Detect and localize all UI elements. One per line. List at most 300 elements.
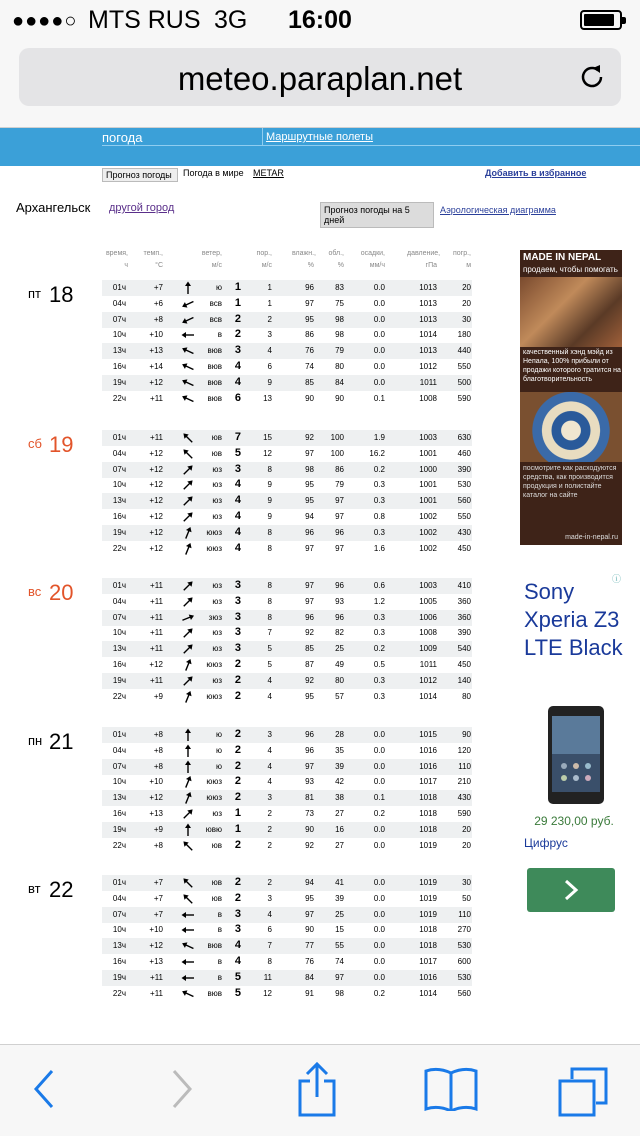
cell-gust: 3	[267, 330, 272, 340]
wind-arrow-icon	[180, 907, 196, 923]
cell-gust: 8	[267, 543, 272, 553]
column-header-unit: м	[466, 262, 471, 269]
cell-precip: 1.2	[373, 596, 385, 606]
cell-cloud: 84	[335, 377, 344, 387]
cell-gusts2: 270	[457, 925, 471, 935]
cell-humidity: 94	[305, 512, 314, 521]
cell-cloud: 93	[335, 596, 344, 606]
cell-direction: в	[217, 330, 222, 340]
cell-cloud: 38	[335, 793, 344, 803]
cell-time: 19ч	[112, 527, 126, 537]
signal-strength: ●●●●○	[12, 10, 78, 32]
cell-speed: 4	[234, 541, 241, 554]
table-row	[102, 743, 472, 759]
cell-gust: 7	[267, 628, 272, 638]
cell-speed: 2	[234, 728, 241, 740]
cell-time: 16ч	[112, 512, 126, 521]
cell-pressure: 1008	[419, 393, 437, 403]
cell-pressure: 1003	[419, 433, 437, 442]
cell-direction: юз	[212, 496, 222, 506]
cell-humidity: 76	[305, 346, 314, 356]
cell-time: 04ч	[112, 298, 126, 308]
cell-humidity: 92	[305, 675, 314, 685]
cell-time: 19ч	[112, 377, 126, 387]
cell-gust: 4	[267, 909, 272, 919]
table-row	[102, 541, 472, 557]
table-row	[102, 446, 472, 462]
cell-cloud: 79	[335, 346, 344, 356]
cell-time: 13ч	[112, 941, 126, 951]
nepal-ad-photo-workers	[520, 277, 622, 347]
table-row	[102, 359, 472, 375]
cell-cloud: 98	[335, 314, 344, 324]
cell-direction: юз	[212, 809, 222, 818]
wind-arrow-icon	[180, 673, 196, 689]
cell-gust: 4	[267, 675, 272, 685]
cell-gusts2: 140	[457, 675, 471, 685]
wind-arrow-icon	[180, 970, 196, 986]
cell-temp: +8	[153, 840, 163, 850]
cell-pressure: 1012	[419, 675, 437, 685]
wind-arrow-icon	[180, 296, 196, 312]
cell-temp: +10	[149, 330, 163, 340]
cell-precip: 0.0	[373, 893, 385, 903]
cell-gusts2: 360	[457, 596, 471, 606]
status-bar	[0, 0, 640, 40]
cell-temp: +12	[149, 793, 163, 803]
cell-gusts2: 80	[462, 691, 471, 701]
cell-gust: 1	[267, 283, 272, 292]
cell-temp: +11	[150, 675, 163, 685]
cell-gust: 2	[267, 314, 272, 324]
cell-direction: в	[217, 909, 222, 919]
cell-precip: 0.0	[373, 362, 385, 371]
cell-humidity: 84	[305, 972, 314, 982]
cell-direction: юв	[211, 840, 222, 850]
cell-gusts2: 390	[457, 628, 471, 638]
wind-arrow-icon	[180, 954, 196, 970]
cell-precip: 0.0	[373, 941, 385, 951]
table-row	[102, 970, 472, 986]
cell-gust: 5	[267, 644, 272, 654]
nav-weather[interactable]: погода	[102, 130, 143, 145]
cell-gusts2: 600	[457, 957, 471, 966]
cell-gust: 8	[267, 612, 272, 622]
cell-gust: 2	[267, 809, 272, 818]
cell-cloud: 86	[335, 464, 344, 474]
cell-gusts2: 540	[457, 644, 471, 654]
cell-speed: 2	[234, 775, 241, 788]
cell-humidity: 73	[305, 809, 314, 818]
nepal-ad-banner[interactable]	[520, 250, 622, 545]
five-day-forecast-button[interactable]: Прогноз погоды на 5 дней	[320, 202, 434, 228]
cell-cloud: 97	[335, 972, 344, 982]
cell-humidity: 92	[305, 628, 314, 638]
cell-precip: 0.3	[373, 480, 385, 490]
reload-icon[interactable]	[577, 62, 607, 92]
cell-gusts2: 560	[457, 496, 471, 506]
cell-temp: +10	[149, 925, 163, 935]
cell-gust: 4	[267, 761, 272, 771]
cell-speed: 2	[234, 759, 241, 772]
cell-temp: +12	[149, 496, 163, 506]
tabs-icon[interactable]	[558, 1067, 608, 1117]
cell-direction: вюв	[207, 346, 222, 356]
cell-gust: 2	[267, 878, 272, 887]
cell-time: 13ч	[112, 346, 126, 356]
wind-arrow-icon	[180, 743, 196, 759]
cell-gusts2: 530	[457, 941, 471, 951]
table-row	[102, 625, 472, 641]
wind-arrow-icon	[180, 727, 196, 743]
cell-gusts2: 530	[457, 480, 471, 490]
cell-direction: в	[217, 972, 222, 982]
cell-time: 10ч	[112, 925, 126, 935]
cell-direction: ююз	[206, 777, 222, 787]
nav-divider-line	[102, 145, 640, 146]
weekday-label: вт	[28, 881, 41, 896]
cell-gusts2: 450	[457, 543, 471, 553]
cell-gusts2: 430	[457, 793, 471, 803]
cell-time: 01ч	[112, 581, 126, 590]
cell-pressure: 1018	[419, 809, 437, 818]
cell-direction: юз	[212, 480, 222, 490]
cell-precip: 0.0	[373, 730, 385, 739]
cell-pressure: 1019	[419, 840, 437, 850]
table-row	[102, 578, 472, 594]
cell-gusts2: 630	[457, 433, 471, 442]
wind-arrow-icon	[180, 343, 196, 359]
cell-humidity: 97	[305, 596, 314, 606]
cell-temp: +8	[153, 730, 163, 739]
table-row	[102, 774, 472, 790]
cell-humidity: 97	[305, 448, 314, 458]
sony-ad-shop[interactable]: Цифрус	[524, 836, 568, 850]
wind-arrow-icon	[180, 838, 196, 854]
network-type: 3G	[214, 6, 248, 34]
cell-gusts2: 430	[457, 527, 471, 537]
table-row	[102, 891, 472, 907]
cell-cloud: 98	[335, 330, 344, 340]
cell-direction: в	[217, 957, 222, 966]
wind-arrow-icon	[180, 375, 196, 391]
cell-direction: ю	[216, 283, 222, 292]
cell-pressure: 1016	[419, 972, 437, 982]
table-row	[102, 727, 472, 743]
cell-speed: 5	[234, 986, 241, 999]
wind-arrow-icon	[180, 625, 196, 641]
cell-pressure: 1018	[419, 925, 437, 935]
cell-humidity: 91	[305, 988, 314, 998]
cell-temp: +10	[149, 777, 163, 787]
cell-time: 07ч	[112, 761, 126, 771]
cell-humidity: 95	[305, 496, 314, 506]
column-header-gusts2	[445, 248, 471, 272]
metar-link[interactable]: METAR	[253, 168, 284, 178]
cell-direction: юв	[211, 893, 222, 903]
cell-pressure: 1016	[419, 745, 437, 755]
cell-time: 10ч	[112, 330, 126, 340]
cell-humidity: 81	[305, 793, 314, 803]
cell-direction: вюв	[207, 941, 222, 951]
weekday-label: вс	[28, 584, 42, 599]
cell-pressure: 1002	[419, 543, 437, 553]
cell-gust: 8	[267, 957, 272, 966]
world-weather-link[interactable]: Погода в мире	[183, 168, 244, 178]
nav-divider	[262, 128, 263, 146]
column-header-wind	[190, 248, 222, 272]
cell-speed: 3	[234, 923, 241, 936]
wind-arrow-icon	[180, 594, 196, 610]
cell-gust: 3	[267, 730, 272, 739]
nepal-ad-title: MADE IN NEPAL	[523, 252, 602, 263]
cell-speed: 2	[234, 791, 241, 804]
column-header-unit: °C	[155, 262, 163, 269]
phone-image	[524, 706, 624, 804]
cell-speed: 1	[234, 296, 241, 309]
column-header-unit: %	[337, 262, 344, 269]
wind-arrow-icon	[180, 312, 196, 328]
cell-precip: 1.9	[373, 433, 385, 442]
cell-cloud: 42	[335, 777, 344, 787]
share-icon[interactable]	[296, 1061, 338, 1117]
column-header-label: осадки,	[360, 250, 385, 257]
cell-temp: +7	[153, 283, 163, 292]
cell-temp: +12	[149, 543, 163, 553]
cell-precip: 0.2	[373, 988, 385, 998]
cell-cloud: 80	[335, 675, 344, 685]
sony-ad-title[interactable]: Sony Xperia Z3 LTE Black	[524, 579, 623, 660]
cell-time: 13ч	[112, 793, 126, 803]
cell-humidity: 97	[305, 761, 314, 771]
cell-time: 04ч	[112, 745, 126, 755]
wind-arrow-icon	[180, 509, 196, 525]
cell-precip: 0.3	[373, 612, 385, 622]
cell-time: 16ч	[112, 362, 126, 371]
table-row	[102, 391, 472, 407]
cell-cloud: 96	[335, 527, 344, 537]
cell-speed: 4	[234, 375, 241, 388]
cell-time: 22ч	[112, 988, 126, 998]
cell-humidity: 86	[305, 330, 314, 340]
cell-pressure: 1019	[419, 878, 437, 887]
nepal-ad-site: made-in-nepal.ru	[565, 534, 618, 541]
column-header-label: влажн.,	[292, 250, 316, 257]
nav-routes-link[interactable]: Маршрутные полеты	[266, 131, 373, 143]
cell-direction: юв	[211, 433, 222, 442]
cell-temp: +7	[153, 878, 163, 887]
cell-direction: ювю	[205, 824, 222, 834]
cell-speed: 1	[234, 807, 241, 819]
cell-precip: 0.6	[373, 581, 385, 590]
cell-cloud: 82	[335, 628, 344, 638]
cell-direction: юв	[211, 878, 222, 887]
table-row	[102, 673, 472, 689]
weekday-label: пт	[28, 286, 41, 301]
cell-gusts2: 180	[457, 330, 471, 340]
cell-pressure: 1013	[419, 346, 437, 356]
table-row	[102, 296, 472, 312]
cell-pressure: 1013	[419, 283, 437, 292]
cell-time: 10ч	[112, 777, 126, 787]
cell-gust: 12	[263, 988, 272, 998]
cell-pressure: 1016	[419, 761, 437, 771]
cell-temp: +11	[150, 644, 163, 654]
cell-humidity: 96	[305, 283, 314, 292]
cell-cloud: 97	[335, 512, 344, 521]
cell-gusts2: 530	[457, 972, 471, 982]
wind-arrow-icon	[180, 790, 196, 806]
cell-humidity: 74	[305, 362, 314, 371]
other-city-link[interactable]: другой город	[109, 202, 175, 214]
nepal-ad-text-2: посмотрите как расходуются средства, как производится продукция и полистайте каталог на сайте	[523, 465, 617, 499]
nepal-ad-text: качественный хэнд мэйд из Непала, 100% прибыли от продажи которого тратится на благотворительность	[523, 349, 621, 383]
back-icon[interactable]	[30, 1067, 56, 1111]
cell-precip: 0.3	[373, 527, 385, 537]
cell-time: 19ч	[112, 675, 126, 685]
cell-cloud: 15	[335, 925, 344, 935]
cell-direction: юв	[211, 448, 222, 458]
cell-temp: +12	[149, 480, 163, 490]
cell-precip: 0.3	[373, 691, 385, 701]
cell-gust: 6	[267, 925, 272, 935]
cell-gust: 8	[267, 596, 272, 606]
cell-gust: 4	[267, 777, 272, 787]
cell-gust: 9	[267, 496, 272, 506]
column-header-gust	[252, 248, 272, 272]
table-row	[102, 430, 472, 446]
cell-humidity: 97	[305, 543, 314, 553]
cell-gusts2: 590	[457, 809, 471, 818]
cell-precip: 16.2	[369, 448, 385, 458]
aerological-diagram-link[interactable]: Аэрологическая диаграмма	[440, 205, 556, 215]
cell-gust: 11	[263, 972, 272, 982]
cell-gusts2: 410	[457, 581, 471, 590]
wind-arrow-icon	[180, 922, 196, 938]
table-row	[102, 838, 472, 854]
adchoices-icon[interactable]: ⓘ	[612, 574, 622, 584]
forward-icon[interactable]	[170, 1067, 196, 1111]
cell-time: 04ч	[112, 448, 126, 458]
cell-temp: +7	[153, 909, 163, 919]
cell-gust: 13	[263, 393, 272, 403]
cell-direction: вюв	[207, 393, 222, 403]
cell-speed: 4	[234, 510, 241, 522]
table-row	[102, 343, 472, 359]
cell-speed: 3	[234, 907, 241, 920]
cell-time: 04ч	[112, 893, 126, 903]
cell-pressure: 1017	[419, 777, 437, 787]
cell-pressure: 1005	[419, 596, 437, 606]
cell-speed: 7	[234, 431, 241, 443]
table-row	[102, 477, 472, 493]
cell-pressure: 1014	[419, 330, 437, 340]
cell-precip: 0.2	[373, 809, 385, 818]
table-row	[102, 938, 472, 954]
address-bar[interactable]	[19, 48, 621, 106]
nepal-ad-photo-rug	[520, 392, 622, 462]
table-row	[102, 986, 472, 1002]
cell-temp: +11	[150, 988, 163, 998]
cell-speed: 4	[234, 360, 241, 372]
cell-gusts2: 550	[457, 512, 471, 521]
cell-direction: юз	[212, 644, 222, 654]
cell-humidity: 85	[305, 377, 314, 387]
site-nav-bar	[0, 128, 640, 166]
cell-cloud: 97	[335, 496, 344, 506]
table-row	[102, 954, 472, 970]
cell-cloud: 98	[335, 988, 344, 998]
cell-pressure: 1017	[419, 957, 437, 966]
table-row	[102, 280, 472, 296]
cell-gust: 8	[267, 527, 272, 537]
cell-time: 07ч	[112, 464, 126, 474]
bookmarks-icon[interactable]	[424, 1067, 478, 1111]
cell-time: 10ч	[112, 628, 126, 638]
cell-precip: 0.0	[373, 777, 385, 787]
column-header-unit: гПа	[425, 262, 437, 269]
cell-temp: +12	[149, 941, 163, 951]
cell-temp: +11	[150, 581, 163, 590]
forecast-tab[interactable]: Прогноз погоды	[102, 168, 178, 182]
cell-precip: 0.0	[373, 840, 385, 850]
cell-gust: 9	[267, 377, 272, 387]
cell-gust: 4	[267, 691, 272, 701]
cell-humidity: 96	[305, 612, 314, 622]
wind-arrow-icon	[180, 280, 196, 296]
cell-precip: 0.0	[373, 377, 385, 387]
cell-pressure: 1018	[419, 824, 437, 834]
cell-pressure: 1013	[419, 298, 437, 308]
cell-gusts2: 30	[462, 878, 471, 887]
table-row	[102, 790, 472, 806]
wind-arrow-icon	[180, 430, 196, 446]
cell-gusts2: 360	[457, 612, 471, 622]
url-text: meteo.paraplan.net	[177, 60, 463, 97]
sony-ad-price: 29 230,00 руб.	[534, 814, 614, 828]
cell-direction: всв	[209, 298, 222, 308]
cell-gust: 3	[267, 893, 272, 903]
cell-direction: ююз	[206, 660, 222, 669]
cell-direction: юз	[212, 675, 222, 685]
cell-cloud: 96	[335, 612, 344, 622]
cell-temp: +12	[149, 660, 163, 669]
cell-humidity: 93	[305, 777, 314, 787]
cell-precip: 0.0	[373, 878, 385, 887]
add-favorites-link[interactable]: Добавить в избранное	[485, 168, 587, 178]
column-header-time	[102, 248, 128, 272]
cell-gust: 2	[267, 824, 272, 834]
day-date: 21	[49, 729, 74, 754]
cell-speed: 2	[234, 658, 241, 670]
cell-cloud: 28	[335, 730, 344, 739]
day-date: 18	[49, 282, 74, 307]
cell-cloud: 100	[330, 448, 344, 458]
cell-temp: +12	[149, 527, 163, 537]
cell-time: 13ч	[112, 496, 126, 506]
wind-arrow-icon	[180, 446, 196, 462]
column-header-label: пор.,	[256, 250, 272, 257]
cell-humidity: 90	[305, 925, 314, 935]
column-header-unit: %	[307, 262, 314, 269]
ad-go-button[interactable]	[527, 868, 615, 912]
cell-temp: +9	[153, 824, 163, 834]
column-header-unit: мм/ч	[369, 262, 385, 269]
cell-gusts2: 110	[458, 909, 471, 919]
cell-precip: 0.2	[373, 464, 385, 474]
cell-pressure: 1008	[419, 628, 437, 638]
cell-direction: юз	[212, 464, 222, 474]
